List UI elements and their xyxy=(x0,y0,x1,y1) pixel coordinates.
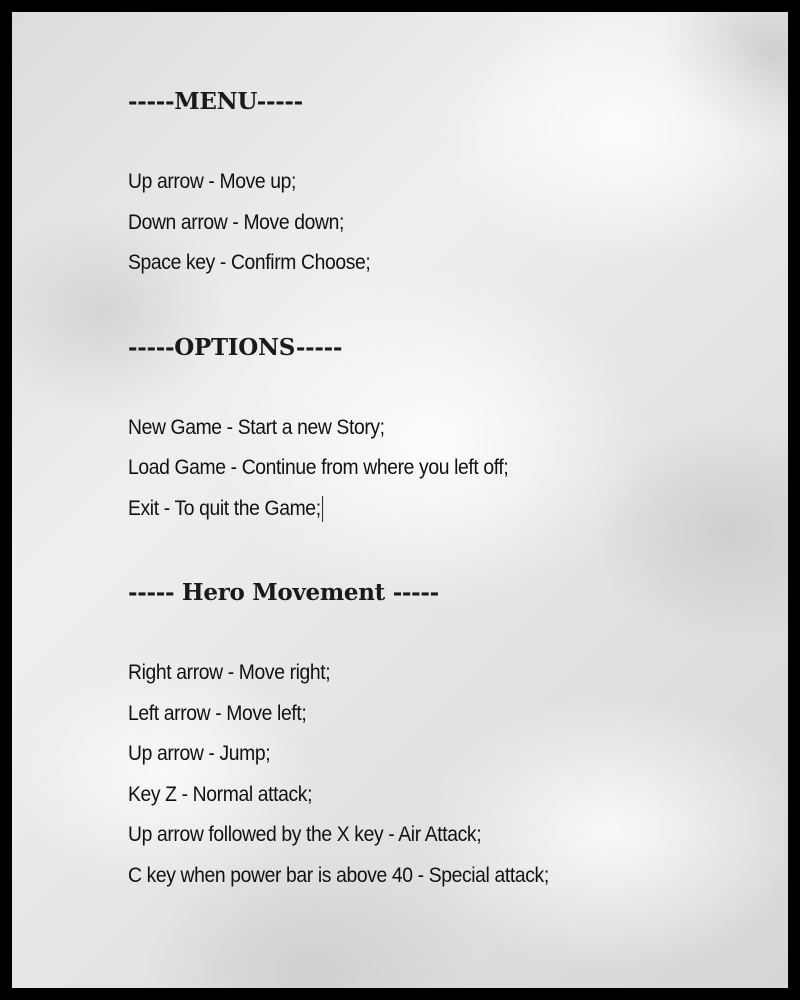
hero-item-jump: Up arrow - Jump; xyxy=(128,742,271,765)
hero-item-right-arrow: Right arrow - Move right; xyxy=(128,661,331,684)
menu-heading: -----MENU----- xyxy=(128,88,303,115)
hero-movement-heading: ----- Hero Movement ----- xyxy=(128,579,439,606)
hero-item-normal-attack: Key Z - Normal attack; xyxy=(128,782,313,806)
menu-item-space-key: Space key - Confirm Choose; xyxy=(128,251,371,274)
option-item-load-game: Load Game - Continue from where you left off; xyxy=(128,456,509,479)
hero-item-air-attack: Up arrow followed by the X key - Air Attack; xyxy=(128,823,482,846)
options-heading: -----OPTIONS----- xyxy=(128,333,343,361)
instructions-document xyxy=(128,82,768,896)
menu-item-up-arrow: Up arrow - Move up; xyxy=(128,170,297,193)
text-caret xyxy=(323,496,324,522)
menu-item-down-arrow: Down arrow - Move down; xyxy=(128,210,344,234)
option-item-new-game: New Game - Start a new Story; xyxy=(128,415,385,439)
hero-item-special-attack: C key when power bar is above 40 - Special attack; xyxy=(128,863,549,887)
option-item-exit: Exit - To quit the Game; xyxy=(128,496,321,520)
instructions-panel xyxy=(12,12,788,988)
option-item-exit-row xyxy=(128,489,717,530)
hero-item-left-arrow: Left arrow - Move left; xyxy=(128,701,307,725)
